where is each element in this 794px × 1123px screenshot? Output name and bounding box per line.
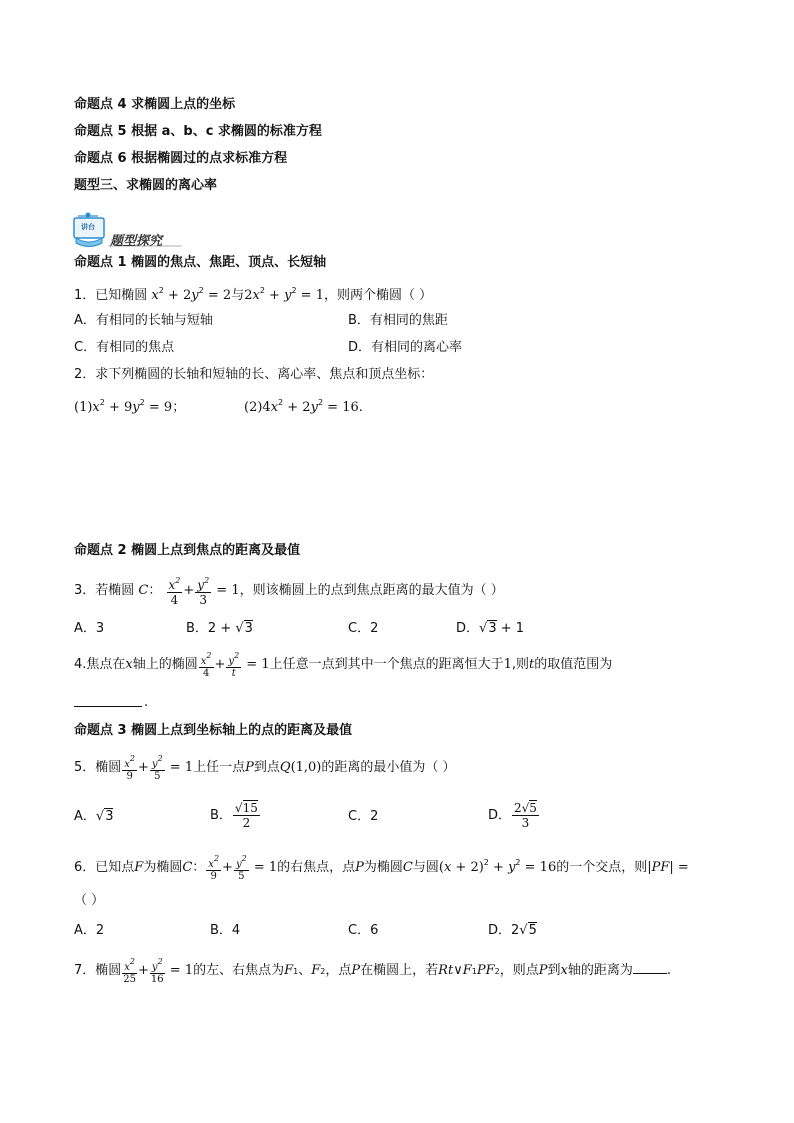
q6-option-a[interactable]: A．2 (74, 923, 105, 938)
q6-option-d[interactable]: D．2√5 (488, 923, 537, 938)
q3-option-c[interactable]: C．2 (348, 621, 379, 636)
document-page: 命题点 4 求椭圆上点的坐标 命题点 5 根据 a、b、c 求椭圆的标准方程 命题点 6 根据椭圆过的点求标准方程 题型三、求椭圆的离心率 讲台 题型探究 命题点 1 椭圆的焦点、焦距、顶点、长短轴 1．已知椭圆 $x^2 + 2y^2 = 2$与$2x^2 + y^2 = 1$，则两个椭圆（ ） A．有相同的长轴与短轴 B．有相同的焦距 C．有相同的焦点 D．有相同的离心率 2．求下列椭圆的长轴和短轴的长、离心率、焦点和顶点坐标： $(1)x^2 + 9y^2 = 9$； $(2)4x^2 + 2y^2 = 16$. 命题点 2 椭圆上点到焦点的距离及最值 3．若椭圆 C： $\frac{x^2}{4}$ + $\frac{y^2}{3}$ = 1，则该椭圆上的点到焦点距离的最大值为（ ） A．3 B．2 + √3 C．2 D．√3 + 1 4.焦点在x轴上的椭圆 $\frac{x^2}{4}$ + $\frac{y^2}{t}$ = 1上任意一点到其中一个焦点的距离恒大于1,则t的取值范围为 . 命题点 3 椭圆上点到坐标轴上的点的距离及最值 5．椭圆 $\frac{x^2}{9}$ + $\frac{y^2}{5}$ = 1上任一点P到点Q(1,0)的距离的最小值为（ ） A．√3 B． $\frac{√15}{2}$ C．2 D． $\frac{2√5}{3}$ 6．已知点F为椭圆C： $\frac{x^2}{9}$ + $\frac{y^2}{5}$ = 1的右焦点，点P为椭圆C与圆$(x + 2)^2 + y^2 = 16$的一个交点，则|PF| = （ ） A．2 B．4 C．6 D．2√5 7．椭圆 $\frac{x^2}{25}$ + $\frac{y^2}{16}$ = 1的左、右焦点为F1、F2，点P在椭圆上，若Rt∨F1PF2，则点P到x轴的距离为 . (74, 97, 689, 985)
question-4: 4.焦点在x轴上的椭圆 $\frac{x^2}{4}$ + $\frac{y^2}{t}$ = 1上任意一点到其中一个焦点的距离恒大于1,则t的取值范围为 (74, 651, 613, 679)
q5-option-d[interactable]: D． $\frac{2√5}{3}$ (488, 801, 537, 830)
q5-option-c[interactable]: C．2 (348, 809, 379, 824)
q7-answer-blank[interactable] (633, 961, 667, 974)
q6-option-b[interactable]: B．4 (210, 923, 241, 938)
q6-answer-paren[interactable]: （ ） (74, 893, 105, 908)
section-title: 题型探究 (110, 234, 163, 249)
q2-part-2: $(2)4x^2 + 2y^2 = 16$. (244, 398, 363, 415)
q1-option-b[interactable]: B．有相同的焦距 (348, 313, 448, 328)
topic-point-5: 命题点 5 根据 a、b、c 求椭圆的标准方程 (74, 124, 322, 139)
q3-option-b[interactable]: B．2 + √3 (186, 621, 253, 636)
q5-option-b[interactable]: B． $\frac{√15}{2}$ (210, 801, 258, 830)
topic-point-4: 命题点 4 求椭圆上点的坐标 (74, 97, 236, 112)
podium-icon-text: 讲台 (81, 223, 95, 231)
q3-option-a[interactable]: A．3 (74, 621, 105, 636)
question-2: 2．求下列椭圆的长轴和短轴的长、离心率、焦点和顶点坐标： (74, 367, 434, 382)
subtopic-1: 命题点 1 椭圆的焦点、焦距、顶点、长短轴 (74, 255, 327, 270)
q2-part-1: $(1)x^2 + 9y^2 = 9$； (74, 398, 186, 415)
q5-option-a[interactable]: A．√3 (74, 809, 114, 824)
question-7: 7．椭圆 $\frac{x^2}{25}$ + $\frac{y^2}{16}$ = 1的左、右焦点为F1、F2，点P在椭圆上，若Rt∨F1PF2，则点P到x轴的距离为 . (74, 957, 671, 985)
subtopic-3: 命题点 3 椭圆上点到坐标轴上的点的距离及最值 (74, 723, 353, 738)
subtopic-2: 命题点 2 椭圆上点到焦点的距离及最值 (74, 543, 301, 558)
q3-option-d[interactable]: D．√3 + 1 (456, 621, 525, 636)
question-6: 6．已知点F为椭圆C： $\frac{x^2}{9}$ + $\frac{y^2}{5}$ = 1的右焦点，点P为椭圆C与圆$(x + 2)^2 + y^2 = 16$的一个交点，则|PF| = (74, 854, 689, 882)
q1-option-c[interactable]: C．有相同的焦点 (74, 340, 175, 355)
question-5: 5．椭圆 $\frac{x^2}{9}$ + $\frac{y^2}{5}$ = 1上任一点P到点Q(1,0)的距离的最小值为（ ） (74, 754, 456, 782)
question-3: 3．若椭圆 C： $\frac{x^2}{4}$ + $\frac{y^2}{3}$ = 1，则该椭圆上的点到焦点距离的最大值为（ ） (74, 576, 504, 607)
question-1: 1．已知椭圆 $x^2 + 2y^2 = 2$与$2x^2 + y^2 = 1$，则两个椭圆（ ） (74, 286, 433, 303)
q4-answer-blank[interactable] (74, 706, 142, 707)
q1-option-a[interactable]: A．有相同的长轴与短轴 (74, 313, 213, 328)
question-type-3: 题型三、求椭圆的离心率 (74, 178, 218, 193)
section-badge (72, 210, 192, 250)
topic-point-6: 命题点 6 根据椭圆过的点求标准方程 (74, 151, 288, 166)
q6-option-c[interactable]: C．6 (348, 923, 379, 938)
q1-option-d[interactable]: D．有相同的离心率 (348, 340, 463, 355)
